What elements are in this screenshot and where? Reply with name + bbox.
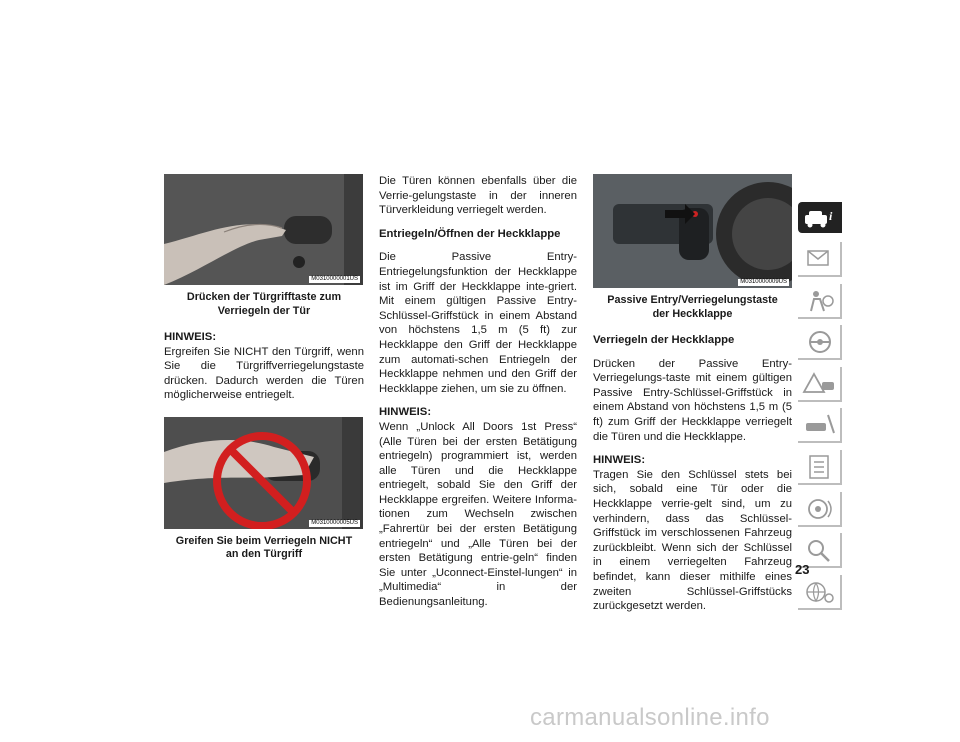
figure-caption: Drücken der Türgrifftaste zum Verriegeln der Tür xyxy=(186,291,342,317)
steering-wheel-icon xyxy=(802,328,838,356)
note-heading: HINWEIS: xyxy=(164,331,217,343)
section-heading: Entriegeln/Öffnen der Heckklappe xyxy=(379,227,561,240)
message-envelope-icon xyxy=(802,245,838,273)
tab-languages[interactable] xyxy=(798,575,842,610)
warning-car-icon xyxy=(802,370,838,398)
note-text: Tragen Sie den Schlüssel stets bei sich, sobald eine Tür oder die Heckklappe verrie-gelt sind, um zu verhindern, dass das Schlüssel-Griffstück im verschlossenen Fahrzeug zurückbleibt. Wenn sich der Schlüssel in einem verriegelten Fahrzeug befindet, kann dieser mithilfe eines zweiten Schlüssel-Griffstücks zurückgesetzt werden. xyxy=(593,468,792,613)
tab-servicing[interactable] xyxy=(798,408,842,443)
chapter-tabs xyxy=(798,202,842,616)
car-tools-icon xyxy=(802,411,838,439)
magnifier-icon xyxy=(802,536,838,564)
tab-safety[interactable] xyxy=(798,284,842,319)
note xyxy=(593,453,792,614)
note xyxy=(379,405,577,609)
column-3 xyxy=(593,174,792,623)
tab-technical-specs[interactable] xyxy=(798,450,842,485)
figure-code: M0310000001US xyxy=(311,276,358,282)
tab-starting-operating[interactable] xyxy=(798,325,842,360)
note-text: Wenn „Unlock All Doors 1st Press“ (Alle Türen bei der ersten Betätigung entriegeln) programmiert ist, werden alle Türen und die Heckklappe entriegelt, sobald Sie den Griff der Heckklappe ergreifen. Weitere Informa-tionen zum Wechseln zwischen „Fahrertür bei der ersten Betätigung entriegeln“ und „Alle Türen bei der ersten Betätigung entrie-geln“ finden Sie unter „Uconnect-Einstel-lungen“ in „Multimedia“ in der Bedienungsanleitung. xyxy=(379,420,577,609)
liftgate-figure xyxy=(593,174,792,288)
note-heading: HINWEIS: xyxy=(593,454,646,467)
paragraph: Drücken der Passive Entry-Verriegelungs-taste mit einem gültigen Passive Entry-Schlüssel-Griffstück in einem Abstand von höchstens 1,5 m (5 ft) zum Griff der Heckklappe verriegelt die Türen und die Heckklappe. xyxy=(593,357,792,443)
watermark: carmanualsonline.info xyxy=(530,704,770,731)
airbag-person-icon xyxy=(802,287,838,315)
column-1 xyxy=(164,174,364,574)
door-button-figure xyxy=(164,174,363,285)
paragraph: Die Passive Entry-Entriegelungsfunktion der Heckklappe ist im Griff der Heckklappe inte-griert. Mit einem gültigen Passive Entry-Schlüssel-Griffstück in einem Abstand von höchstens 1,5 m (5 ft) zur Heckklappe den Griff der Heckklappe zum automati-schen Entriegeln der Heckklappe nehmen und den Griff der Heckklappe ziehen, um sie zu öffnen. xyxy=(379,251,577,395)
note-heading: HINWEIS: xyxy=(379,406,432,419)
tab-emergency[interactable] xyxy=(798,367,842,402)
note xyxy=(164,330,364,403)
checklist-icon xyxy=(802,453,838,481)
figure-caption: Greifen Sie beim Verriegeln NICHT an den Türgriff xyxy=(175,534,353,561)
svg-text:i: i xyxy=(829,209,833,223)
paragraph: Die Türen können ebenfalls über die Verrie-gelungstaste in der inneren Türverkleidung verriegelt werden. xyxy=(379,175,577,217)
column-2 xyxy=(379,174,577,619)
no-grip-illustration xyxy=(164,417,363,529)
multimedia-icon xyxy=(802,495,838,523)
language-icon xyxy=(802,578,838,606)
tab-getting-to-know-vehicle[interactable] xyxy=(798,202,842,233)
figure-code: M0310000009US xyxy=(740,279,787,285)
section-heading: Verriegeln der Heckklappe xyxy=(593,334,735,346)
figure-code: M0310000005US xyxy=(311,519,358,526)
note-text: Ergreifen Sie NICHT den Türgriff, wenn Sie die Türgriffverriegelungstaste drücken. Dadurch werden die Türen möglicherweise entriegelt. xyxy=(164,345,364,402)
door-handle-illustration xyxy=(164,174,363,285)
tab-multimedia[interactable] xyxy=(798,492,842,527)
car-info-icon xyxy=(802,205,838,231)
figure-caption: Passive Entry/Verriegelungstaste der Heckklappe xyxy=(607,294,778,320)
no-grip-figure xyxy=(164,417,363,529)
liftgate-illustration xyxy=(593,174,792,288)
page-number: 23 xyxy=(795,562,810,577)
tab-instrument-panel[interactable] xyxy=(798,242,842,277)
